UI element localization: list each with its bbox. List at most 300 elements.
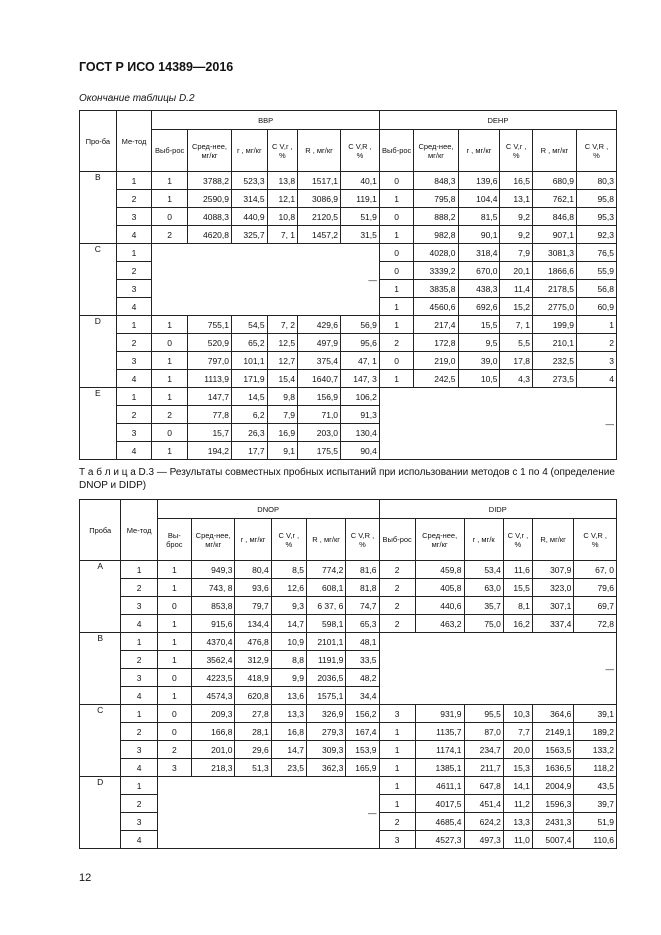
value-cell: 95,3 <box>576 208 616 226</box>
value-cell: 1 <box>152 316 188 334</box>
value-cell: 74,7 <box>346 597 379 615</box>
value-cell: 2 <box>379 579 415 597</box>
value-cell: 9,2 <box>500 208 533 226</box>
cvr-header-text: C V,r , <box>507 530 529 540</box>
value-cell: 3 <box>576 352 616 370</box>
value-cell: 60,9 <box>576 298 616 316</box>
value-cell: 438,3 <box>458 280 500 298</box>
table-row <box>80 759 617 777</box>
value-cell: 6 37, 6 <box>306 597 345 615</box>
method-cell: 4 <box>121 687 157 705</box>
value-cell: 949,3 <box>191 561 235 579</box>
value-cell: 209,3 <box>191 705 235 723</box>
value-cell: 273,5 <box>532 370 576 388</box>
sample-header: Про-ба <box>80 111 117 172</box>
value-cell: 1 <box>576 316 616 334</box>
value-cell: 90,1 <box>458 226 500 244</box>
value-cell: 1174,1 <box>415 741 464 759</box>
R-header <box>532 519 573 561</box>
r-header-text: r , мг/кг <box>236 146 262 155</box>
value-cell: 16,5 <box>500 172 533 190</box>
value-cell: 2 <box>379 615 415 633</box>
value-cell: 1 <box>379 723 415 741</box>
value-cell: 797,0 <box>187 352 231 370</box>
value-cell: 1 <box>152 172 188 190</box>
value-cell: 199,9 <box>532 316 576 334</box>
r-header-text: r , мг/кг <box>466 146 492 155</box>
cvR-header <box>574 519 617 561</box>
value-cell: 81,5 <box>458 208 500 226</box>
value-cell: 92,3 <box>576 226 616 244</box>
value-cell: 63,0 <box>464 579 503 597</box>
value-cell: 364,6 <box>532 705 573 723</box>
outliers-header-text: Выб-рос <box>155 146 185 155</box>
value-cell: 497,3 <box>464 831 503 849</box>
table-row <box>80 777 617 795</box>
value-cell: 0 <box>379 262 414 280</box>
mean-header <box>187 130 231 172</box>
table-row <box>80 334 617 352</box>
value-cell: 8,1 <box>503 597 532 615</box>
value-cell: 10,5 <box>458 370 500 388</box>
value-cell: 2 <box>152 226 188 244</box>
value-cell: 3 <box>157 759 191 777</box>
cvR-header-text: C V,R , <box>583 530 607 540</box>
value-cell: 608,1 <box>306 579 345 597</box>
value-cell: 20,0 <box>503 741 532 759</box>
outliers-header <box>379 130 414 172</box>
value-cell: 8,8 <box>271 651 306 669</box>
value-cell: 156,9 <box>298 388 341 406</box>
value-cell: 1 <box>152 388 188 406</box>
cvr-header-text: C V,r , <box>272 141 293 151</box>
value-cell: 17,7 <box>232 442 268 460</box>
table-row <box>80 561 617 579</box>
r-header <box>235 519 271 561</box>
method-cell: 2 <box>116 190 152 208</box>
table-d3-caption: Т а б л и ц а D.3 — Результаты совместных пробных испытаний при использовании методов с 1 по 4 (определение DNOP и DIDP) <box>79 467 615 491</box>
value-cell: 337,4 <box>532 615 573 633</box>
value-cell: 3 <box>379 831 415 849</box>
value-cell: 39,0 <box>458 352 500 370</box>
sample-cell: A <box>80 561 121 633</box>
value-cell: 139,6 <box>458 172 500 190</box>
value-cell: 9,2 <box>500 226 533 244</box>
value-cell: 65,3 <box>346 615 379 633</box>
cvR-header <box>341 130 380 172</box>
value-cell: 0 <box>379 244 414 262</box>
sample-cell: B <box>80 172 117 244</box>
value-cell: 51,9 <box>574 813 617 831</box>
cvr-header <box>271 519 306 561</box>
value-cell: 3086,9 <box>298 190 341 208</box>
method-cell: 2 <box>121 579 157 597</box>
cvr-header <box>500 130 533 172</box>
value-cell: 95,8 <box>576 190 616 208</box>
value-cell: 326,9 <box>306 705 345 723</box>
R-header <box>298 130 341 172</box>
group-header-bbp: BBP <box>152 111 380 130</box>
cvr-header-text: C V,r , <box>505 141 527 151</box>
value-cell: 167,4 <box>346 723 379 741</box>
value-cell: 34,4 <box>346 687 379 705</box>
value-cell: 3081,3 <box>532 244 576 262</box>
cvR-header <box>576 130 616 172</box>
value-cell: 55,9 <box>576 262 616 280</box>
method-header: Ме-тод <box>116 111 152 172</box>
value-cell: 28,1 <box>235 723 271 741</box>
method-cell: 3 <box>116 424 152 442</box>
value-cell: 0 <box>379 352 414 370</box>
column-header-row <box>80 519 617 561</box>
value-cell: 1 <box>379 190 414 208</box>
value-cell: 77,8 <box>187 406 231 424</box>
value-cell: 13,3 <box>503 813 532 831</box>
value-cell: 80,4 <box>235 561 271 579</box>
group-header-dnop: DNOP <box>157 500 379 519</box>
value-cell: 1 <box>379 298 414 316</box>
method-cell: 1 <box>121 633 157 651</box>
value-cell: 156,2 <box>346 705 379 723</box>
value-cell: 1563,5 <box>532 741 573 759</box>
value-cell: 325,7 <box>232 226 268 244</box>
value-cell: 15,3 <box>503 759 532 777</box>
value-cell: 405,8 <box>415 579 464 597</box>
value-cell: 219,0 <box>414 352 458 370</box>
value-cell: 4017,5 <box>415 795 464 813</box>
value-cell: 79,6 <box>574 579 617 597</box>
cvr-header <box>503 519 532 561</box>
value-cell: 47, 1 <box>341 352 380 370</box>
mean-header-text: Сред-нее, мг/кг <box>418 141 454 160</box>
cvr-header-unit: % <box>279 150 286 160</box>
value-cell: 130,4 <box>341 424 380 442</box>
value-cell: 110,6 <box>574 831 617 849</box>
value-cell: 853,8 <box>191 597 235 615</box>
value-cell: 2 <box>379 813 415 831</box>
value-cell: 4611,1 <box>415 777 464 795</box>
value-cell: 774,2 <box>306 561 345 579</box>
value-cell: 95,5 <box>464 705 503 723</box>
method-cell: 3 <box>116 280 152 298</box>
method-cell: 3 <box>121 669 157 687</box>
table-row <box>80 741 617 759</box>
value-cell: 4370,4 <box>191 633 235 651</box>
value-cell: 762,1 <box>532 190 576 208</box>
value-cell: 13,6 <box>271 687 306 705</box>
method-cell: 1 <box>116 388 152 406</box>
value-cell: 9,9 <box>271 669 306 687</box>
value-cell: 1113,9 <box>187 370 231 388</box>
value-cell: 647,8 <box>464 777 503 795</box>
value-cell: 101,1 <box>232 352 268 370</box>
method-cell: 3 <box>121 813 157 831</box>
value-cell: 2004,9 <box>532 777 573 795</box>
value-cell: 314,5 <box>232 190 268 208</box>
value-cell: 14,5 <box>232 388 268 406</box>
value-cell: 7, 2 <box>267 316 297 334</box>
table-row <box>80 226 617 244</box>
method-cell: 2 <box>121 723 157 741</box>
table-d2-body <box>80 172 617 460</box>
page-number: 12 <box>79 872 92 884</box>
value-cell: 4560,6 <box>414 298 458 316</box>
sample-cell: C <box>80 244 117 316</box>
method-cell: 1 <box>121 705 157 723</box>
method-cell: 1 <box>121 561 157 579</box>
value-cell: 755,1 <box>187 316 231 334</box>
value-cell: 11,4 <box>500 280 533 298</box>
value-cell: 33,5 <box>346 651 379 669</box>
value-cell: 7, 1 <box>267 226 297 244</box>
method-cell: 3 <box>121 741 157 759</box>
value-cell: 0 <box>157 669 191 687</box>
method-cell: 1 <box>116 316 152 334</box>
value-cell: 6,2 <box>232 406 268 424</box>
value-cell: 91,3 <box>341 406 380 424</box>
value-cell: 10,3 <box>503 705 532 723</box>
value-cell: 7,9 <box>267 406 297 424</box>
value-cell: 211,7 <box>464 759 503 777</box>
r-header <box>464 519 503 561</box>
value-cell: 418,9 <box>235 669 271 687</box>
value-cell: 2 <box>576 334 616 352</box>
R-header <box>306 519 345 561</box>
value-cell: 2590,9 <box>187 190 231 208</box>
value-cell: 35,7 <box>464 597 503 615</box>
value-cell: 1 <box>157 561 191 579</box>
value-cell: 40,1 <box>341 172 380 190</box>
value-cell: 118,2 <box>574 759 617 777</box>
cvr-header-text: C V,r , <box>278 530 300 540</box>
value-cell: 242,5 <box>414 370 458 388</box>
value-cell: 234,7 <box>464 741 503 759</box>
no-data-cell: — <box>379 633 616 705</box>
value-cell: 51,3 <box>235 759 271 777</box>
table-d3 <box>79 499 617 849</box>
value-cell: 451,4 <box>464 795 503 813</box>
table-row <box>80 633 617 651</box>
value-cell: 497,9 <box>298 334 341 352</box>
value-cell: 2 <box>157 741 191 759</box>
value-cell: 1 <box>157 651 191 669</box>
sample-cell: D <box>80 777 121 849</box>
value-cell: 217,4 <box>414 316 458 334</box>
value-cell: 0 <box>157 723 191 741</box>
value-cell: 0 <box>157 597 191 615</box>
r-header-text: r , мг/кг <box>240 535 266 544</box>
value-cell: 888,2 <box>414 208 458 226</box>
value-cell: 2101,1 <box>306 633 345 651</box>
value-cell: 2775,0 <box>532 298 576 316</box>
value-cell: 2 <box>379 561 415 579</box>
value-cell: 16,8 <box>271 723 306 741</box>
value-cell: 1 <box>157 687 191 705</box>
value-cell: 7,7 <box>503 723 532 741</box>
value-cell: 1 <box>379 759 415 777</box>
mean-header-text: Сред-нее, мг/кг <box>191 141 227 160</box>
value-cell: 2 <box>379 597 415 615</box>
cvr-header-unit: % <box>514 539 522 549</box>
value-cell: 0 <box>152 424 188 442</box>
outliers-header <box>379 519 415 561</box>
table-d3-body <box>80 561 617 849</box>
value-cell: 1 <box>152 352 188 370</box>
value-cell: 4223,5 <box>191 669 235 687</box>
value-cell: 1 <box>157 579 191 597</box>
value-cell: 79,7 <box>235 597 271 615</box>
value-cell: 75,0 <box>464 615 503 633</box>
table-row <box>80 579 617 597</box>
value-cell: 13,1 <box>500 190 533 208</box>
value-cell: 1636,5 <box>532 759 573 777</box>
value-cell: 440,9 <box>232 208 268 226</box>
value-cell: 27,8 <box>235 705 271 723</box>
value-cell: 165,9 <box>346 759 379 777</box>
value-cell: 1457,2 <box>298 226 341 244</box>
value-cell: 309,3 <box>306 741 345 759</box>
table-row <box>80 190 617 208</box>
value-cell: 69,7 <box>574 597 617 615</box>
mean-header <box>415 519 464 561</box>
method-cell: 4 <box>116 370 152 388</box>
value-cell: 65,2 <box>232 334 268 352</box>
value-cell: 54,5 <box>232 316 268 334</box>
value-cell: 17,8 <box>500 352 533 370</box>
value-cell: 166,8 <box>191 723 235 741</box>
value-cell: 48,2 <box>346 669 379 687</box>
value-cell: 795,8 <box>414 190 458 208</box>
method-cell: 1 <box>116 172 152 190</box>
method-cell: 3 <box>121 597 157 615</box>
value-cell: 147,7 <box>187 388 231 406</box>
mean-header <box>414 130 458 172</box>
cvR-header-unit: % <box>356 150 364 160</box>
method-cell: 2 <box>121 795 157 813</box>
value-cell: 1 <box>152 370 188 388</box>
value-cell: 67, 0 <box>574 561 617 579</box>
R-header <box>532 130 576 172</box>
value-cell: 175,5 <box>298 442 341 460</box>
value-cell: 4 <box>576 370 616 388</box>
value-cell: 620,8 <box>235 687 271 705</box>
value-cell: 4527,3 <box>415 831 464 849</box>
value-cell: 9,3 <box>271 597 306 615</box>
method-cell: 3 <box>116 208 152 226</box>
value-cell: 1596,3 <box>532 795 573 813</box>
value-cell: 2431,3 <box>532 813 573 831</box>
value-cell: 56,8 <box>576 280 616 298</box>
value-cell: 232,5 <box>532 352 576 370</box>
value-cell: 76,5 <box>576 244 616 262</box>
R-header-text: R, мг/кг <box>540 535 566 544</box>
table-row <box>80 244 617 262</box>
value-cell: 81,6 <box>346 561 379 579</box>
method-cell: 1 <box>116 244 152 262</box>
value-cell: 459,8 <box>415 561 464 579</box>
value-cell: 93,6 <box>235 579 271 597</box>
value-cell: 743, 8 <box>191 579 235 597</box>
standard-header: ГОСТ Р ИСО 14389—2016 <box>79 60 234 74</box>
value-cell: 87,0 <box>464 723 503 741</box>
value-cell: 43,5 <box>574 777 617 795</box>
table-row <box>80 705 617 723</box>
value-cell: 2178,5 <box>532 280 576 298</box>
cvr-header-unit: % <box>512 150 520 160</box>
value-cell: 429,6 <box>298 316 341 334</box>
outliers-header <box>152 130 188 172</box>
value-cell: 2 <box>379 334 414 352</box>
value-cell: 12,7 <box>267 352 297 370</box>
value-cell: 3562,4 <box>191 651 235 669</box>
R-header-text: R , мг/кг <box>540 146 569 155</box>
value-cell: 16,9 <box>267 424 297 442</box>
table-row <box>80 370 617 388</box>
sample-cell: E <box>80 388 117 460</box>
cvR-header <box>346 519 379 561</box>
value-cell: 1 <box>379 741 415 759</box>
sample-cell: D <box>80 316 117 388</box>
method-cell: 1 <box>121 777 157 795</box>
value-cell: 14,1 <box>503 777 532 795</box>
value-cell: 10,8 <box>267 208 297 226</box>
table-d2 <box>79 110 617 460</box>
value-cell: 440,6 <box>415 597 464 615</box>
outliers-header-text: Выб-рос <box>382 146 412 155</box>
mean-header <box>191 519 235 561</box>
value-cell: 39,7 <box>574 795 617 813</box>
value-cell: 2036,5 <box>306 669 345 687</box>
method-cell: 2 <box>116 406 152 424</box>
value-cell: 189,2 <box>574 723 617 741</box>
value-cell: 307,9 <box>532 561 573 579</box>
value-cell: 2120,5 <box>298 208 341 226</box>
cvr-header-unit: % <box>285 539 293 549</box>
r-header <box>232 130 268 172</box>
no-data-cell: — <box>157 777 379 849</box>
value-cell: 4685,4 <box>415 813 464 831</box>
outliers-header-text: Выб-рос <box>382 535 412 544</box>
value-cell: 194,2 <box>187 442 231 460</box>
table-row <box>80 615 617 633</box>
value-cell: 12,1 <box>267 190 297 208</box>
value-cell: 982,8 <box>414 226 458 244</box>
cvR-header-unit: % <box>593 150 600 160</box>
cvR-header-text: C V,R , <box>350 530 375 540</box>
method-cell: 2 <box>116 262 152 280</box>
value-cell: 1 <box>379 795 415 813</box>
value-cell: 523,3 <box>232 172 268 190</box>
value-cell: 1 <box>157 633 191 651</box>
value-cell: 1640,7 <box>298 370 341 388</box>
value-cell: 171,9 <box>232 370 268 388</box>
value-cell: 463,2 <box>415 615 464 633</box>
value-cell: 1135,7 <box>415 723 464 741</box>
table-row <box>80 172 617 190</box>
cvR-header-unit: % <box>359 539 366 549</box>
value-cell: 1 <box>379 280 414 298</box>
value-cell: 104,4 <box>458 190 500 208</box>
value-cell: 2 <box>152 406 188 424</box>
value-cell: 907,1 <box>532 226 576 244</box>
value-cell: 80,3 <box>576 172 616 190</box>
value-cell: 692,6 <box>458 298 500 316</box>
value-cell: 90,4 <box>341 442 380 460</box>
value-cell: 15,5 <box>503 579 532 597</box>
column-header-row <box>80 130 617 172</box>
method-cell: 4 <box>121 759 157 777</box>
value-cell: 598,1 <box>306 615 345 633</box>
